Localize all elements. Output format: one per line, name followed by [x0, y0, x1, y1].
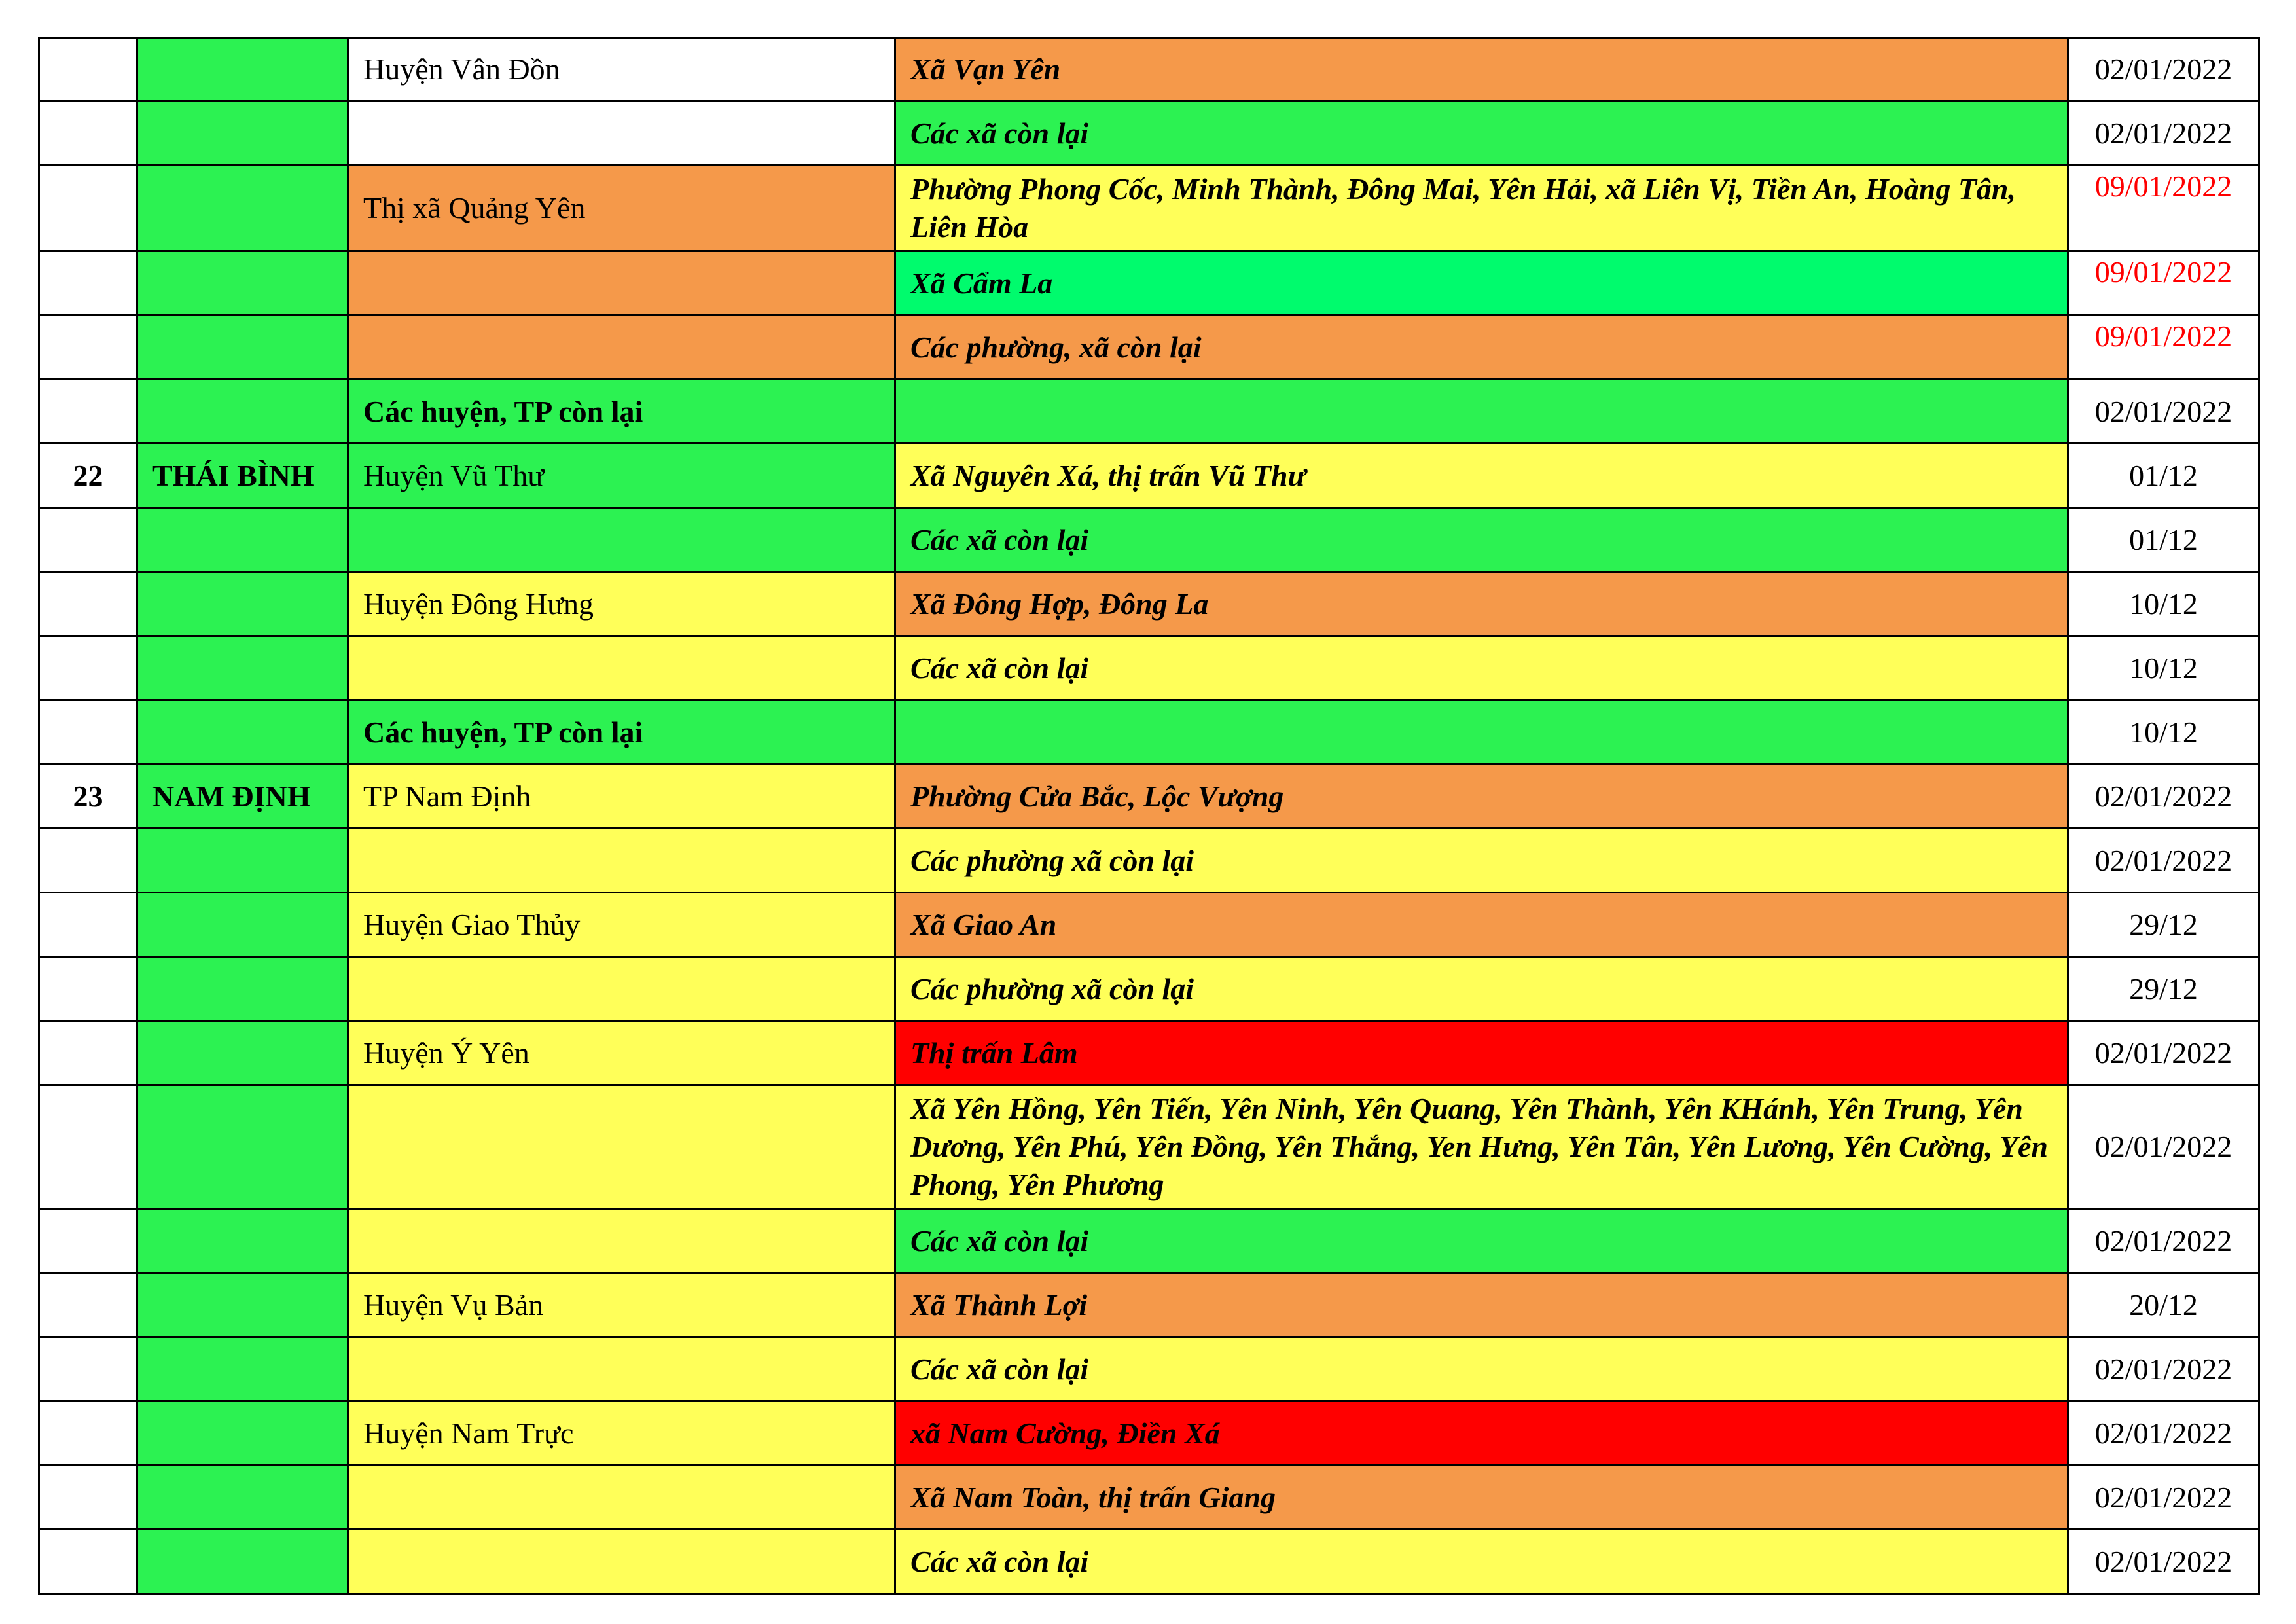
province-cell [137, 1021, 348, 1085]
district-cell [348, 1530, 895, 1594]
row-number-cell [39, 166, 137, 251]
district-cell [348, 829, 895, 893]
date-cell: 02/01/2022 [2068, 1401, 2259, 1466]
area-cell: Phường Phong Cốc, Minh Thành, Đông Mai, Yên Hải, xã Liên Vị, Tiền An, Hoàng Tân, Liên Hòa [895, 166, 2068, 251]
area-cell: Phường Cửa Bắc, Lộc Vượng [895, 765, 2068, 829]
district-cell [348, 1085, 895, 1209]
row-number-cell [39, 1209, 137, 1273]
row-number-cell [39, 636, 137, 700]
row-number-cell: 23 [39, 765, 137, 829]
table-row [39, 380, 2259, 444]
row-number-cell [39, 893, 137, 957]
table-row [39, 636, 2259, 700]
province-cell [137, 1337, 348, 1401]
province-cell [137, 1209, 348, 1273]
district-cell: Huyện Vũ Thư [348, 444, 895, 508]
province-cell [137, 572, 348, 636]
district-cell [348, 316, 895, 380]
district-cell: Huyện Nam Trực [348, 1401, 895, 1466]
risk-level-table [38, 37, 2260, 1595]
province-cell [137, 166, 348, 251]
area-cell: Các xã còn lại [895, 101, 2068, 166]
table-row [39, 957, 2259, 1021]
table-row [39, 1401, 2259, 1466]
table-row [39, 38, 2259, 101]
date-cell: 02/01/2022 [2068, 380, 2259, 444]
row-number-cell [39, 829, 137, 893]
district-cell [348, 957, 895, 1021]
table-row [39, 1530, 2259, 1594]
district-cell [348, 1466, 895, 1530]
date-cell: 10/12 [2068, 700, 2259, 765]
date-cell: 09/01/2022 [2068, 166, 2259, 251]
province-cell [137, 636, 348, 700]
row-number-cell [39, 101, 137, 166]
table-row [39, 444, 2259, 508]
area-cell [895, 700, 2068, 765]
province-cell: THÁI BÌNH [137, 444, 348, 508]
date-cell: 29/12 [2068, 957, 2259, 1021]
district-cell: Huyện Vụ Bản [348, 1273, 895, 1337]
district-cell: Huyện Ý Yên [348, 1021, 895, 1085]
province-cell [137, 251, 348, 316]
table-row [39, 829, 2259, 893]
area-cell: Xã Nam Toàn, thị trấn Giang [895, 1466, 2068, 1530]
district-cell: Huyện Giao Thủy [348, 893, 895, 957]
district-cell [348, 251, 895, 316]
area-cell: Xã Giao An [895, 893, 2068, 957]
table-row [39, 1085, 2259, 1209]
province-cell [137, 101, 348, 166]
table-row [39, 1466, 2259, 1530]
table-row [39, 1273, 2259, 1337]
province-cell [137, 508, 348, 572]
row-number-cell [39, 700, 137, 765]
date-cell: 02/01/2022 [2068, 101, 2259, 166]
row-number-cell [39, 1466, 137, 1530]
row-number-cell [39, 957, 137, 1021]
area-cell: Xã Đông Hợp, Đông La [895, 572, 2068, 636]
area-cell: Xã Vạn Yên [895, 38, 2068, 101]
date-cell: 09/01/2022 [2068, 316, 2259, 380]
date-cell: 02/01/2022 [2068, 1209, 2259, 1273]
province-cell [137, 1401, 348, 1466]
district-cell [348, 1209, 895, 1273]
row-number-cell [39, 572, 137, 636]
date-cell: 02/01/2022 [2068, 38, 2259, 101]
province-cell [137, 1530, 348, 1594]
area-cell: Các xã còn lại [895, 636, 2068, 700]
row-number-cell [39, 1021, 137, 1085]
area-cell: Các phường xã còn lại [895, 829, 2068, 893]
date-cell: 20/12 [2068, 1273, 2259, 1337]
table-row [39, 251, 2259, 316]
district-cell: Các huyện, TP còn lại [348, 380, 895, 444]
date-cell: 02/01/2022 [2068, 1337, 2259, 1401]
district-cell [348, 101, 895, 166]
district-cell: TP Nam Định [348, 765, 895, 829]
district-cell [348, 636, 895, 700]
row-number-cell [39, 1530, 137, 1594]
table-row [39, 572, 2259, 636]
province-cell [137, 893, 348, 957]
row-number-cell [39, 380, 137, 444]
district-cell: Huyện Đông Hưng [348, 572, 895, 636]
province-cell [137, 1085, 348, 1209]
area-cell: Xã Thành Lợi [895, 1273, 2068, 1337]
date-cell: 10/12 [2068, 636, 2259, 700]
province-cell [137, 1273, 348, 1337]
district-cell: Huyện Vân Đồn [348, 38, 895, 101]
area-cell: Các phường xã còn lại [895, 957, 2068, 1021]
district-cell: Các huyện, TP còn lại [348, 700, 895, 765]
district-cell [348, 1337, 895, 1401]
date-cell: 02/01/2022 [2068, 1466, 2259, 1530]
date-cell: 02/01/2022 [2068, 829, 2259, 893]
row-number-cell [39, 1085, 137, 1209]
area-cell: Xã Cẩm La [895, 251, 2068, 316]
row-number-cell [39, 316, 137, 380]
row-number-cell [39, 1273, 137, 1337]
date-cell: 02/01/2022 [2068, 1530, 2259, 1594]
date-cell: 02/01/2022 [2068, 1085, 2259, 1209]
row-number-cell [39, 251, 137, 316]
area-cell: Thị trấn Lâm [895, 1021, 2068, 1085]
province-cell [137, 700, 348, 765]
province-cell [137, 316, 348, 380]
area-cell: Xã Nguyên Xá, thị trấn Vũ Thư [895, 444, 2068, 508]
date-cell: 02/01/2022 [2068, 1021, 2259, 1085]
row-number-cell [39, 508, 137, 572]
province-cell [137, 829, 348, 893]
date-cell: 29/12 [2068, 893, 2259, 957]
area-cell: Các xã còn lại [895, 508, 2068, 572]
area-cell: xã Nam Cường, Điền Xá [895, 1401, 2068, 1466]
province-cell [137, 38, 348, 101]
row-number-cell [39, 1401, 137, 1466]
district-cell: Thị xã Quảng Yên [348, 166, 895, 251]
date-cell: 09/01/2022 [2068, 251, 2259, 316]
province-cell [137, 1466, 348, 1530]
area-cell: Các xã còn lại [895, 1337, 2068, 1401]
table-row [39, 765, 2259, 829]
table-row [39, 700, 2259, 765]
area-cell [895, 380, 2068, 444]
date-cell: 02/01/2022 [2068, 765, 2259, 829]
area-cell: Các phường, xã còn lại [895, 316, 2068, 380]
table-row [39, 316, 2259, 380]
row-number-cell: 22 [39, 444, 137, 508]
row-number-cell [39, 1337, 137, 1401]
row-number-cell [39, 38, 137, 101]
province-cell [137, 380, 348, 444]
area-cell: Các xã còn lại [895, 1530, 2068, 1594]
date-cell: 10/12 [2068, 572, 2259, 636]
province-cell: NAM ĐỊNH [137, 765, 348, 829]
area-cell: Xã Yên Hồng, Yên Tiến, Yên Ninh, Yên Quang, Yên Thành, Yên KHánh, Yên Trung, Yên Dương, Yên Phú, Yên Đồng, Yên Thắng, Yen Hưng, Yên Tân, Yên Lương, Yên Cường, Yên Phong, Yên Phương [895, 1085, 2068, 1209]
province-cell [137, 957, 348, 1021]
table-row [39, 166, 2259, 251]
table-row [39, 508, 2259, 572]
area-cell: Các xã còn lại [895, 1209, 2068, 1273]
table-row [39, 1337, 2259, 1401]
table-row [39, 101, 2259, 166]
district-cell [348, 508, 895, 572]
date-cell: 01/12 [2068, 508, 2259, 572]
date-cell: 01/12 [2068, 444, 2259, 508]
table-row [39, 1209, 2259, 1273]
table-row [39, 893, 2259, 957]
table-row [39, 1021, 2259, 1085]
